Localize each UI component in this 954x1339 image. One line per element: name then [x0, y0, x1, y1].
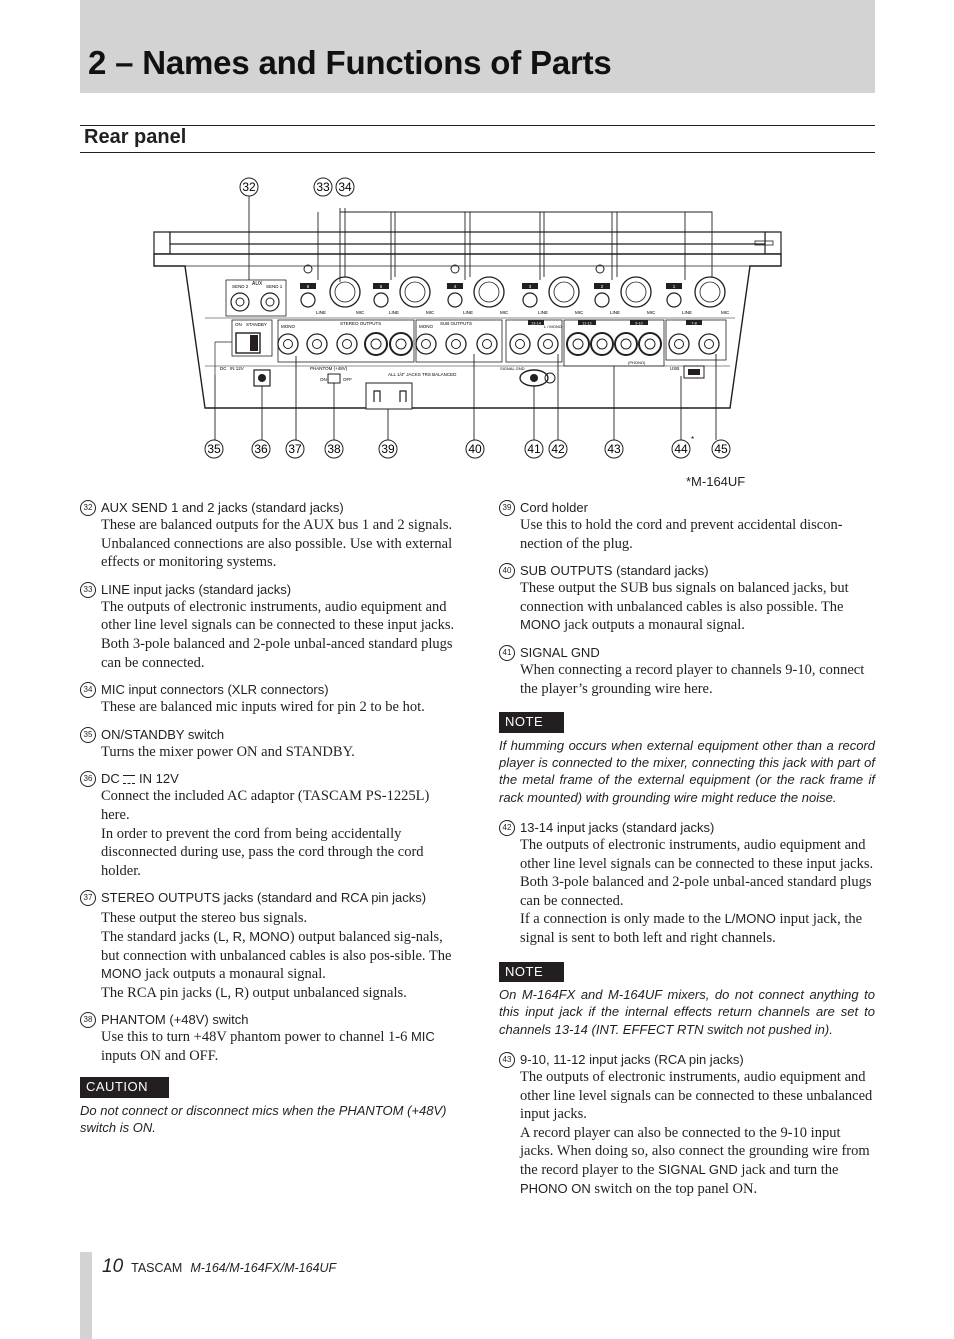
item-title: AUX SEND 1 and 2 jacks (standard jacks): [101, 500, 344, 515]
callout-42: 42: [551, 442, 565, 456]
callout-38: 38: [327, 442, 341, 456]
item-41: [499, 643, 875, 698]
panel-label-send1: SEND 1: [266, 284, 283, 289]
item-title: MIC input connectors (XLR connectors): [101, 682, 329, 698]
text-run: ) output balanced sig-nals, but connection with unbalanced cables is also pos-sible. The: [101, 928, 452, 964]
item-37: [80, 888, 456, 1002]
page-footer: [102, 1256, 336, 1278]
item-title: 9-10, 11-12 input jacks (RCA pin jacks): [520, 1051, 744, 1067]
section-rule-top: [80, 125, 875, 126]
item-number: 40: [499, 563, 515, 579]
item-42: [499, 818, 875, 948]
caution-text: Do not connect or disconnect mics when the PHANTOM (+48V) switch is ON.: [80, 1103, 447, 1136]
item-body: The outputs of electronic instruments, audio equipment and other line level signals can be connected to these unbalanced input jacks.: [520, 1068, 873, 1123]
keyword: L: [220, 984, 228, 1000]
item-body: The outputs of electronic instruments, audio equipment and other line level signals can be connected to these input jacks. Both 3-pole balanced and 2-pole unbal-anced standard plugs can be connected.: [101, 598, 455, 671]
line-label: LINE: [682, 310, 693, 315]
note-text: On M-164FX and M-164UF mixers, do not connect anything to this input jack if the internal effects return channels are set to channels 13-14 (INT. EFFECT RTN switch not pushed in).: [499, 987, 875, 1037]
in12v-label: IN 12V: [139, 771, 179, 787]
text-run: ,: [242, 928, 250, 945]
panel-label-ch1112: 11-12: [582, 321, 592, 326]
keyword: MONO: [520, 617, 561, 633]
item-title: PHANTOM (+48V) switch: [101, 1012, 249, 1028]
note-text: If humming occurs when external equipment other than a record player is connected to the mixer, connecting this jack with part of the metal frame of the external equipment (or the rack frame if rack mounted) with grounding wire might reduce the noise.: [499, 737, 875, 805]
keyword: L/MONO: [724, 911, 776, 927]
footer-brand: TASCAM: [131, 1261, 183, 1275]
item-title: ON/STANDBY switch: [101, 726, 225, 742]
callout-36: 36: [254, 442, 268, 456]
note-label: NOTE: [499, 712, 564, 733]
item-number: 35: [80, 727, 96, 743]
panel-label-dc: DC: [220, 366, 227, 371]
item-title: [101, 769, 456, 787]
item-number: 36: [80, 771, 96, 787]
keyword: R: [232, 928, 243, 944]
item-32: [80, 498, 456, 572]
item-body: In order to prevent the cord from being accidentally disconnected during use, pass the cord through the cord holder.: [101, 825, 424, 879]
text-run: inputs ON and OFF.: [101, 1047, 219, 1064]
section-title: Rear panel: [84, 126, 187, 148]
keyword: R: [234, 984, 245, 1000]
text-run: input jack, the signal is sent to both left and right channels.: [520, 911, 863, 946]
text-run: ,: [225, 928, 233, 945]
callout-39: 39: [381, 442, 395, 456]
keyword: MIC: [410, 1029, 435, 1045]
panel-label-send2: SEND 2: [232, 284, 249, 289]
item-39: [499, 498, 875, 553]
callout-44-asterisk: *: [691, 435, 695, 444]
item-body: These are balanced outputs for the AUX bus 1 and 2 signals. Unbalanced connections are also possible. Use with external effects or monitoring systems.: [101, 517, 453, 571]
panel-label-phantom: PHANTOM (+48V): [310, 366, 348, 371]
panel-label-sub-outputs: SUB OUTPUTS: [440, 321, 473, 326]
item-40: [499, 561, 875, 635]
callout-41: 41: [527, 442, 541, 456]
item-title: Cord holder: [520, 500, 588, 515]
line-label: LINE: [463, 310, 474, 315]
dc-symbol-icon: [123, 775, 135, 784]
item-body: [520, 910, 875, 947]
item-body: [520, 1124, 875, 1198]
panel-label-phono: (PHONO): [628, 360, 646, 365]
panel-label-lmono: L / MONO: [544, 324, 562, 329]
panel-label-stereo-outputs: STEREO OUTPUTS: [340, 321, 382, 326]
panel-label-aux: AUX: [252, 281, 263, 287]
item-36: [80, 769, 456, 880]
item-number: 37: [80, 890, 96, 906]
keyword: L: [218, 928, 226, 944]
line-label: LINE: [610, 310, 621, 315]
line-label: LINE: [538, 310, 549, 315]
left-column: [80, 498, 456, 1149]
note-label: NOTE: [499, 962, 564, 983]
text-run: If a connection is only made to the: [520, 911, 725, 928]
text-run: ) output unbalanced signals.: [244, 984, 407, 1001]
item-title: LINE input jacks (standard jacks): [101, 581, 292, 597]
item-34: [80, 680, 456, 717]
text-run: ,: [227, 984, 235, 1001]
item-43: [499, 1050, 875, 1198]
chapter-title: 2 – Names and Functions of Parts: [88, 44, 612, 81]
caution-label: CAUTION: [80, 1077, 169, 1098]
mic-label: MIC: [721, 310, 730, 315]
item-number: 32: [80, 500, 96, 516]
item-body: [101, 1028, 456, 1065]
item-number: 43: [499, 1052, 515, 1068]
ch5-label: 5: [379, 284, 383, 289]
panel-label-mono: MONO: [281, 324, 295, 329]
text-run: The standard jacks (: [101, 928, 219, 945]
line-label: LINE: [389, 310, 400, 315]
item-title: SIGNAL GND: [520, 644, 600, 660]
ch1-label: 1: [672, 284, 676, 289]
line-label: LINE: [316, 310, 327, 315]
callout-33: 33: [316, 180, 330, 194]
panel-label-in12v: IN 12V: [230, 366, 244, 371]
callout-34: 34: [338, 180, 352, 194]
text-run: These output the SUB bus signals on balanced jacks, but connection with unbalanced cables is also possible. The: [520, 580, 849, 615]
item-title: 13-14 input jacks (standard jacks): [520, 819, 715, 835]
keyword: MONO: [249, 928, 290, 944]
panel-label-mono2: MONO: [419, 324, 433, 329]
panel-label-all-trs: ALL 1/4" JACKS TRS BALANCED: [388, 372, 457, 377]
callout-45: 45: [714, 442, 728, 456]
item-body: [101, 928, 456, 984]
callout-35: 35: [207, 442, 221, 456]
dc-label: DC: [101, 771, 120, 787]
panel-label-standby: STANDBY: [246, 322, 267, 327]
item-35: [80, 725, 456, 762]
keyword: SIGNAL GND: [658, 1161, 738, 1177]
callout-43: 43: [607, 442, 621, 456]
item-body: These output the stereo bus signals.: [101, 910, 308, 927]
section-rule-bottom: [80, 152, 875, 153]
mic-label: MIC: [500, 310, 509, 315]
item-title: SUB OUTPUTS (standard jacks): [520, 563, 709, 579]
callout-40: 40: [468, 442, 482, 456]
figure-footnote: *M-164UF: [686, 474, 746, 489]
text-run: A record player can also be connected to the 9-10 input jacks. When doing so, also connect the grounding wire from the record player to the: [520, 1124, 870, 1178]
callout-44: 44: [674, 442, 688, 456]
ch4-label: 4: [453, 284, 457, 289]
ch3-label: 3: [528, 284, 532, 289]
text-run: jack and turn the: [737, 1161, 839, 1178]
right-column: [499, 498, 875, 1206]
item-title: STEREO OUTPUTS jacks (standard and RCA pin jacks): [101, 890, 427, 906]
item-number: 39: [499, 500, 515, 516]
panel-label-phantom-on: ON: [320, 377, 327, 382]
item-33: [80, 580, 456, 672]
keyword: PHONO ON: [520, 1180, 591, 1196]
text-run: Use this to turn +48V phantom power to channel 1-6: [101, 1029, 411, 1046]
footer-bar: [80, 1252, 92, 1339]
item-body: Use this to hold the cord and prevent accidental discon-nection of the plug.: [520, 517, 843, 552]
panel-label-on: ON: [235, 322, 242, 327]
mic-label: MIC: [647, 310, 656, 315]
page-number: 10: [102, 1256, 124, 1277]
mic-label: MIC: [426, 310, 435, 315]
text-run: jack outputs a monaural signal.: [560, 617, 745, 634]
callout-32: 32: [242, 180, 256, 194]
item-38: [80, 1010, 456, 1065]
ch2-label: 2: [600, 284, 604, 289]
item-number: 34: [80, 682, 96, 698]
panel-label-usb: USB: [670, 366, 680, 371]
item-body: These are balanced mic inputs wired for pin 2 to be hot.: [101, 699, 425, 716]
item-number: 38: [80, 1012, 96, 1028]
item-body: [101, 984, 456, 1003]
keyword: MONO: [101, 966, 142, 982]
rear-panel-illustration: [150, 170, 785, 465]
panel-label-ch910: 9-10: [635, 321, 643, 326]
mic-label: MIC: [356, 310, 365, 315]
item-body: Turns the mixer power ON and STANDBY.: [101, 743, 355, 760]
text-run: switch on the top panel ON.: [590, 1180, 758, 1197]
panel-label-phantom-off: OFF: [343, 377, 352, 382]
mic-label: MIC: [575, 310, 584, 315]
footer-model: M-164/M-164FX/M-164UF: [190, 1261, 337, 1275]
item-number: 42: [499, 820, 515, 836]
item-body: When connecting a record player to channels 9-10, connect the player’s grounding wire here.: [520, 661, 865, 697]
callout-37: 37: [288, 442, 302, 456]
panel-label-ch1314: 13-14: [531, 321, 541, 326]
item-body: The outputs of electronic instruments, audio equipment and other line level signals can be connected to these input jacks. Both 3-pole balanced and 2-pole unbal-anced standard plugs can be connected.: [520, 836, 874, 909]
panel-label-ch78: 7-8: [691, 321, 697, 326]
text-run: jack outputs a monaural signal.: [141, 966, 326, 983]
item-body: [520, 579, 875, 635]
item-body: Connect the included AC adaptor (TASCAM PS-1225L) here.: [101, 788, 430, 823]
panel-label-signal-gnd: SIGNAL GND: [500, 366, 525, 371]
item-number: 33: [80, 582, 96, 598]
text-run: The RCA pin jacks (: [101, 984, 221, 1001]
ch6-label: 6: [306, 284, 310, 289]
item-number: 41: [499, 645, 515, 661]
